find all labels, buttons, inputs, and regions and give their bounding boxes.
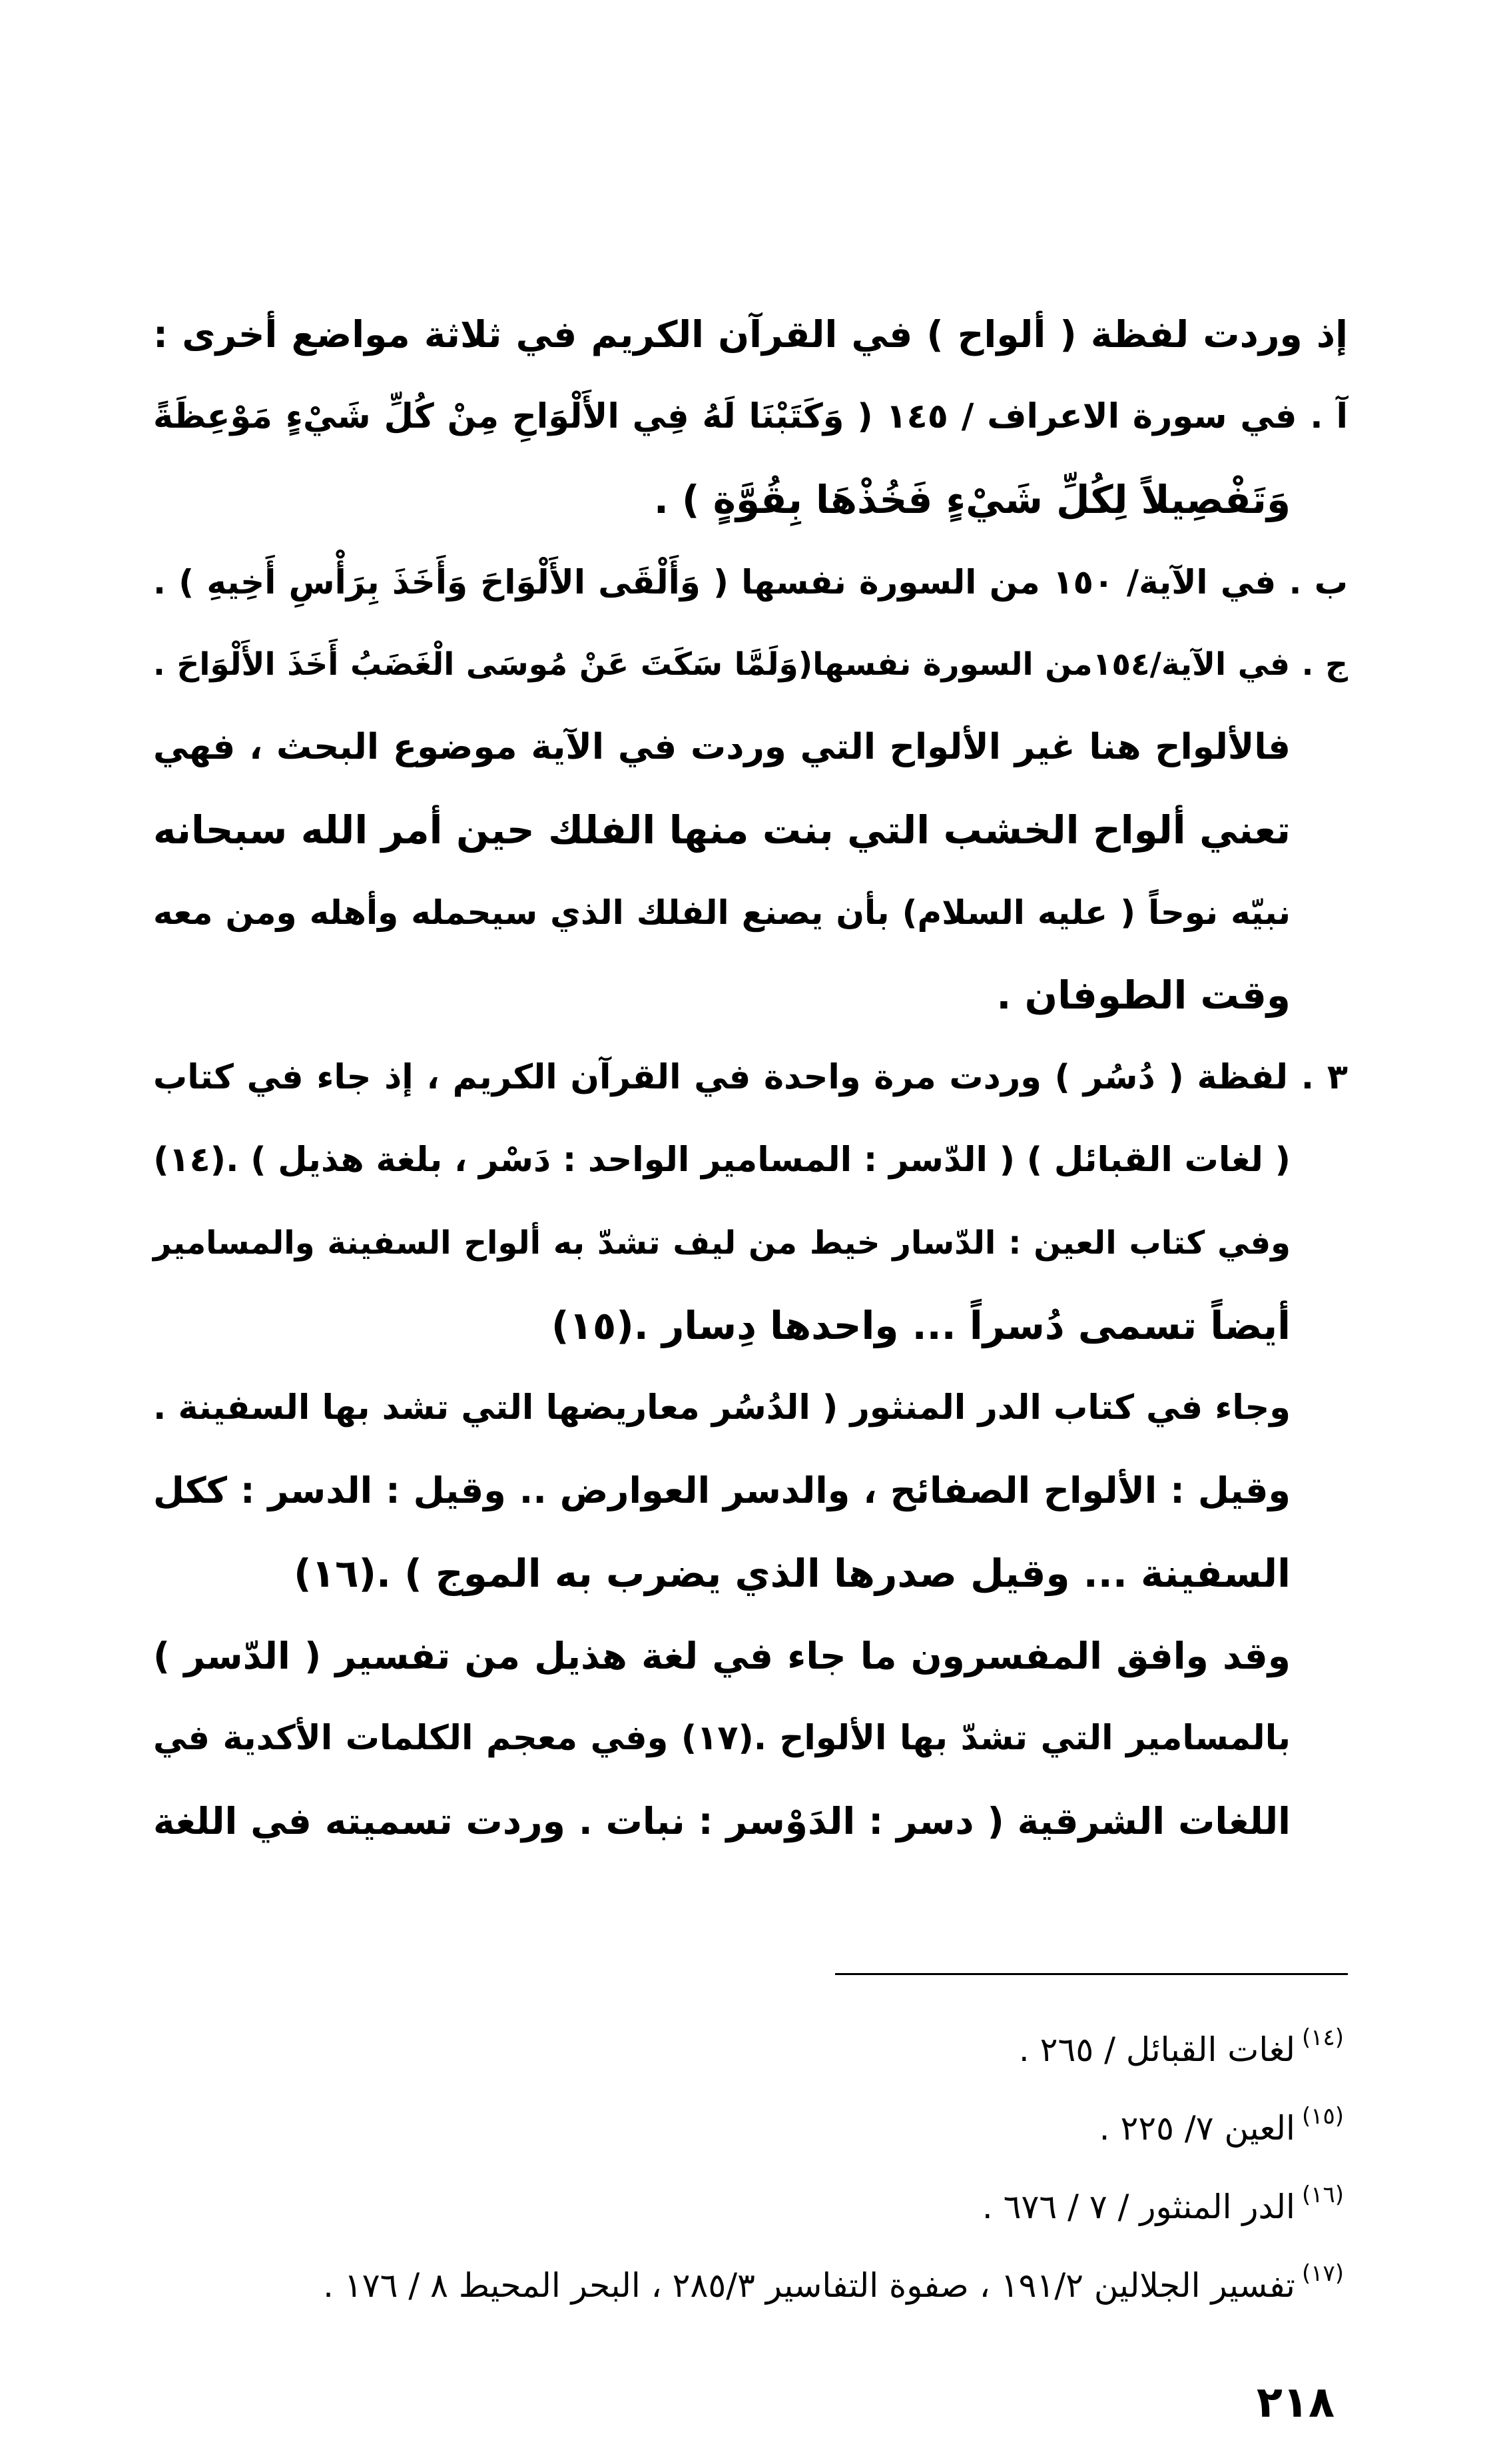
- text-line: وَتَفْصِيلاً لِكُلِّ شَيْءٍ فَخُذْهَا بِقُوَّةٍ ) .: [653, 477, 1291, 522]
- text-line: السفينة ... وقيل صدرها الذي يضرب به الموج ) .(١٦): [294, 1551, 1291, 1596]
- footnote-number: (١٧): [1301, 2260, 1344, 2287]
- footnote-number: (١٥): [1301, 2103, 1344, 2130]
- text-line: وفي كتاب العين : الدّسار خيط من ليف تشدّ به ألواح السفينة والمسامير: [153, 1224, 1291, 1262]
- footnotes: [79, 1998, 1344, 2313]
- footnote-number: (١٤): [1301, 2024, 1344, 2051]
- text-line: أيضاً تسمى دُسراً ... واحدها دِسار .(١٥): [551, 1303, 1291, 1348]
- text-line: وجاء في كتاب الدر المنثور ( الدُسُر معاريضها التي تشد بها السفينة .: [153, 1388, 1291, 1428]
- footnote: [79, 2234, 1344, 2313]
- footnote-text: العين ٧/ ٢٢٥ .: [1099, 2108, 1295, 2148]
- text-line: نبيّه نوحاً ( عليه السلام) بأن يصنع الفلك الذي سيحمله وأهله ومن معه: [153, 893, 1291, 932]
- text-line: ٣ . لفظة ( دُسُر ) وردت مرة واحدة في القرآن الكريم ، إذ جاء في كتاب: [153, 1058, 1348, 1097]
- text-line: ( لغات القبائل ) ( الدّسر : المسامير الواحد : دَسْر ، بلغة هذيل ) .(١٤): [153, 1140, 1291, 1180]
- text-line: إذ وردت لفظة ( ألواح ) في القرآن الكريم في ثلاثة مواضع أخرى :: [153, 313, 1348, 356]
- page-number: ٢١٨: [1256, 2378, 1335, 2427]
- text-line: وقت الطوفان .: [996, 973, 1291, 1018]
- text-line: وقد وافق المفسرون ما جاء في لغة هذيل من تفسير ( الدّسر ): [153, 1635, 1291, 1677]
- footnote-number: (١٦): [1301, 2182, 1344, 2208]
- text-line: ج . في الآية/١٥٤من السورة نفسها(وَلَمَّا سَكَتَ عَنْ مُوسَى الْغَضَبُ أَخَذَ الأَلْوَاحَ .: [153, 646, 1348, 683]
- text-line: ب . في الآية/ ١٥٠ من السورة نفسها ( وَأَلْقَى الأَلْوَاحَ وَأَخَذَ بِرَأْسِ أَخِيهِ ) .: [153, 563, 1348, 602]
- text-line: تعني ألواح الخشب التي بنت منها الفلك حين أمر الله سبحانه: [153, 807, 1291, 853]
- footnote-text: لغات القبائل / ٢٦٥ .: [1018, 2030, 1295, 2069]
- footnote-text: تفسير الجلالين ١٩١/٢ ، صفوة التفاسير ٢٨٥/٣ ، البحر المحيط ٨ / ١٧٦ .: [323, 2265, 1295, 2305]
- main-text: [153, 293, 1348, 1862]
- text-line: فالألواح هنا غير الألواح التي وردت في الآية موضوع البحث ، فهي: [153, 727, 1291, 767]
- text-line: اللغات الشرقية ( دسر : الدَوْسر : نبات . وردت تسميته في اللغة: [153, 1800, 1291, 1843]
- footnote-text: الدر المنثور / ٧ / ٦٧٦ .: [982, 2187, 1295, 2226]
- footnote: [79, 2077, 1344, 2156]
- footnote: [79, 1998, 1344, 2077]
- footnote: [79, 2156, 1344, 2234]
- text-line: بالمسامير التي تشدّ بها الألواح .(١٧) وفي معجم الكلمات الأكدية في: [153, 1719, 1291, 1758]
- text-line: وقيل : الألواح الصفائح ، والدسر العوارض .. وقيل : الدسر : ككل: [153, 1469, 1291, 1511]
- text-line: آ . في سورة الاعراف / ١٤٥ ( وَكَتَبْنَا لَهُ فِي الأَلْوَاحِ مِنْ كُلِّ شَيْءٍ مَوْعِظَةً: [153, 397, 1348, 436]
- footnote-separator: [835, 1973, 1348, 1975]
